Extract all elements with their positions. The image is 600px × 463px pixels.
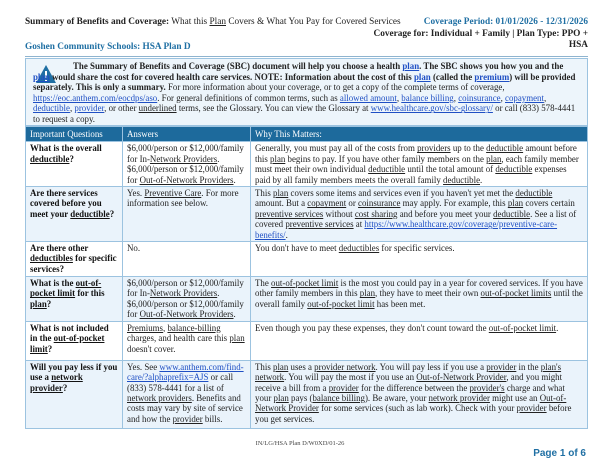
- text-segment: . Benefits and costs may vary by site of service and how the: [127, 392, 243, 424]
- text-segment: . The SBC shows you how you and the: [419, 61, 564, 71]
- why-cell: [251, 142, 588, 187]
- glossary-term: plan: [359, 288, 376, 299]
- glossary-term: providers: [417, 143, 451, 154]
- glossary-term: out-of-pocket limits: [480, 288, 552, 299]
- glossary-term: preventive services: [255, 208, 324, 219]
- coverage-period: Coverage Period: 01/01/2026 - 12/31/2026: [423, 17, 588, 27]
- text-segment: has been met.: [374, 298, 426, 309]
- glossary-term: plan: [507, 198, 524, 209]
- table-row: [26, 277, 588, 322]
- text-segment: pays (: [288, 392, 313, 403]
- col-header-questions: Important Questions: [26, 127, 123, 142]
- glossary-term: out-of-pocket limit: [30, 333, 105, 354]
- glossary-link[interactable]: balance billing: [401, 92, 454, 103]
- glossary-term: plan: [273, 188, 289, 199]
- text-segment: covers certain: [523, 198, 575, 209]
- answer-cell: [123, 321, 251, 360]
- question-cell: [26, 321, 123, 360]
- text-segment: for specific services.: [379, 243, 455, 254]
- text-segment: . For more information see below.: [127, 188, 239, 209]
- glossary-term: deductible: [368, 164, 406, 175]
- glossary-term: provider: [486, 361, 517, 372]
- text-segment: at: [353, 219, 365, 230]
- text-segment: What is not included in the: [30, 322, 109, 344]
- table-row: [26, 187, 588, 242]
- glossary-link[interactable]: provider: [74, 103, 105, 114]
- text-segment: expenses paid by all family members meets the overall family: [255, 164, 567, 185]
- table-row: [26, 321, 588, 360]
- glossary-term: deductible: [443, 174, 481, 185]
- glossary-term: balance-billing: [167, 322, 221, 333]
- glossary-link[interactable]: www.anthem.com/find-care/?alphaprefix=AJS: [127, 361, 244, 383]
- text-segment: . $6,000/person or $12,000/family for: [127, 153, 244, 185]
- glossary-link[interactable]: coinsurance: [458, 92, 501, 103]
- text-segment: ?: [47, 343, 53, 354]
- text-segment: or call (833) 578-4441 for a list of: [127, 372, 234, 393]
- why-cell: [251, 360, 588, 428]
- text-segment: and before you meet your: [397, 208, 494, 219]
- glossary-term: underlined: [138, 103, 177, 114]
- glossary-link[interactable]: plan: [33, 71, 50, 82]
- text-segment: ,: [453, 92, 459, 103]
- glossary-term: provider: [172, 413, 203, 424]
- glossary-term: plan: [270, 153, 286, 164]
- question-cell: [26, 187, 123, 242]
- text-segment: amount. But a: [255, 198, 308, 209]
- text-segment: Are there other: [30, 243, 89, 254]
- glossary-link[interactable]: plan: [402, 61, 420, 71]
- glossary-link[interactable]: plan: [413, 71, 431, 82]
- text-segment: Will you pay less if you use a: [30, 361, 118, 383]
- coverage-info: [374, 17, 589, 52]
- answer-cell: [123, 187, 251, 242]
- glossary-term: provider: [328, 382, 359, 393]
- text-segment: or: [346, 198, 359, 209]
- glossary-term: out-of-pocket limit: [307, 298, 375, 309]
- glossary-term: Premiums: [127, 322, 163, 333]
- text-segment: What is the overall: [30, 143, 102, 154]
- text-segment: ) will be provided separately. This is only a summary.: [33, 71, 576, 93]
- table-row: [26, 360, 588, 428]
- glossary-term: Out-of-Network Providers: [139, 309, 234, 320]
- glossary-term: deductible: [70, 208, 110, 219]
- text-segment: .: [556, 322, 559, 333]
- glossary-term: out-of-pocket limit: [30, 278, 102, 299]
- why-cell: [251, 242, 588, 277]
- text-segment: What this: [169, 17, 210, 27]
- text-segment: ,: [543, 92, 547, 103]
- text-segment: bills.: [202, 413, 223, 424]
- glossary-term: balance billing: [312, 392, 365, 403]
- question-cell: [26, 277, 123, 322]
- glossary-link[interactable]: allowed amount: [339, 92, 397, 103]
- coverage-for: Coverage for: Individual + Family | Plan Type: PPO +: [373, 28, 588, 39]
- glossary-term: provider's: [469, 382, 505, 393]
- glossary-link[interactable]: copayment: [505, 92, 544, 103]
- notice-text: [33, 61, 582, 125]
- text-segment: ?: [46, 298, 52, 309]
- text-segment: , and you might receive a bill from a: [255, 372, 563, 393]
- table-row: [26, 242, 588, 277]
- text-segment: ?: [62, 382, 68, 393]
- document-code: IN/LG/HSA Plan D/W0XD/01-26: [255, 440, 345, 447]
- why-cell: [251, 277, 588, 322]
- glossary-term: Out-of-Network Providers: [139, 174, 234, 185]
- text-segment: $6,000/person or $12,000/family for In-: [127, 278, 244, 299]
- col-header-answers: Answers: [123, 127, 251, 142]
- glossary-term: out-of-pocket limit: [488, 322, 557, 333]
- glossary-link[interactable]: https://eoc.anthem.com/eocdps/aso: [33, 92, 158, 103]
- glossary-term: deductible: [515, 188, 553, 199]
- text-segment: (called the: [430, 71, 475, 82]
- glossary-term: plan: [486, 153, 502, 164]
- glossary-term: Network Providers: [149, 153, 218, 164]
- text-segment: ,: [500, 92, 506, 103]
- text-segment: $6,000/person or $12,000/family for In-: [127, 143, 244, 164]
- text-segment: until the total amount of: [405, 164, 496, 175]
- glossary-term: plan: [273, 361, 289, 372]
- glossary-term: Network Providers: [149, 288, 218, 299]
- col-header-why: Why This Matters:: [251, 127, 588, 142]
- text-segment: You don't have to meet: [255, 243, 339, 254]
- header-divider: [25, 56, 588, 57]
- plan-type-cont: HSA: [568, 40, 588, 50]
- text-segment: , each family member must meet their own individual: [255, 153, 579, 175]
- answer-cell: [123, 242, 251, 277]
- text-segment: Covers & What You Pay for Covered Services: [226, 17, 401, 27]
- text-segment: before you get services.: [255, 403, 572, 424]
- text-segment: for the difference between the: [358, 382, 470, 393]
- coverage-table: [25, 126, 588, 429]
- glossary-term: Out-of-Network Provider: [416, 372, 507, 383]
- plan-name: Goshen Community Schools: HSA Plan D: [25, 42, 191, 52]
- text-segment: amount before this: [255, 143, 577, 164]
- glossary-term: plan: [30, 298, 47, 309]
- text-segment: Yes.: [127, 188, 145, 199]
- glossary-term: out-of-pocket limit: [271, 278, 339, 289]
- glossary-term: copayment: [307, 198, 347, 209]
- glossary-term: deductibles: [338, 243, 380, 254]
- text-segment: for this: [75, 288, 105, 299]
- text-segment: ?: [109, 208, 115, 219]
- glossary-term: coinsurance: [358, 198, 401, 209]
- glossary-link[interactable]: deductible: [33, 103, 70, 114]
- text-segment: until the overall family: [255, 288, 583, 309]
- glossary-term: Out-of-Network Provider: [255, 392, 567, 414]
- text-segment: without: [323, 208, 355, 219]
- glossary-link[interactable]: premium: [474, 71, 510, 82]
- text-segment: or call (833) 578-4441 to request a copy.: [33, 103, 576, 124]
- glossary-term: preventive services: [285, 219, 354, 230]
- text-segment: ). Be aware, your: [364, 392, 429, 403]
- text-segment: .: [233, 309, 236, 320]
- text-segment: ?: [69, 153, 74, 164]
- text-segment: . See a list of covered: [255, 208, 577, 230]
- text-segment: Generally, you must pay all of the costs from: [255, 143, 418, 154]
- page-number: Page 1 of 6: [533, 448, 586, 459]
- text-segment: in the: [516, 361, 541, 372]
- text-segment: ,: [69, 103, 75, 114]
- document-title: Summary of Benefits and Coverage: What this Plan Covers & What You Pay for Covered Services: [25, 17, 401, 27]
- glossary-term: deductibles: [30, 253, 73, 264]
- glossary-term: deductible: [495, 164, 533, 175]
- text-segment: Are there services covered before you meet your: [30, 188, 102, 219]
- text-segment: . You will pay less if you use a: [375, 361, 487, 372]
- answer-cell: [123, 360, 251, 428]
- text-segment: for specific services?: [30, 253, 117, 274]
- question-cell: [26, 142, 123, 187]
- glossary-term: plan: [229, 333, 245, 344]
- text-segment: .: [285, 229, 288, 240]
- text-segment: , or other: [104, 103, 139, 114]
- text-segment: doesn't cover.: [127, 343, 176, 354]
- text-segment: up to the: [450, 143, 487, 154]
- text-segment: Even though you pay these expenses, they don't count toward the: [255, 322, 489, 333]
- glossary-term: deductible: [486, 143, 524, 154]
- why-cell: [251, 321, 588, 360]
- answer-cell: [123, 277, 251, 322]
- glossary-term: plan: [273, 392, 289, 403]
- table-row: [26, 142, 588, 187]
- glossary-term: provider network: [314, 361, 376, 372]
- glossary-term: Plan: [209, 17, 226, 27]
- text-segment: , they have to meet their own: [375, 288, 481, 299]
- text-segment: ,: [396, 92, 402, 103]
- text-segment: . For general definitions of common terms, such as: [157, 92, 340, 103]
- text-segment: charges, and health care this: [127, 333, 230, 344]
- question-cell: [26, 242, 123, 277]
- text-segment: may apply. For example, this: [400, 198, 508, 209]
- glossary-term: Preventive Care: [144, 188, 202, 199]
- text-segment: Yes. See: [127, 361, 160, 372]
- text-segment: covers some items and services even if you haven't yet met the: [288, 188, 516, 199]
- text-segment: for some services (such as lab work). Check with your: [318, 403, 517, 414]
- text-segment: For more information about your coverage, or to get a copy of the complete terms of coverage,: [165, 82, 505, 93]
- text-segment: . $6,000/person or $12,000/family for: [127, 288, 244, 320]
- text-segment: uses a: [288, 361, 315, 372]
- why-cell: [251, 187, 588, 242]
- notice-box: [25, 58, 588, 126]
- glossary-link[interactable]: https://www.healthcare.gov/coverage/preventive-care-benefits/: [255, 219, 558, 240]
- text-segment: This: [255, 188, 273, 199]
- text-segment: would share the cost for covered health care services. NOTE: Information about the cost of this: [49, 71, 414, 82]
- text-segment: is the most you could pay in a year for covered services. If you have other family members in this: [255, 278, 583, 299]
- answer-cell: [123, 142, 251, 187]
- glossary-term: deductible: [493, 208, 531, 219]
- text-segment: ,: [163, 322, 168, 333]
- text-segment: .: [233, 174, 236, 185]
- text-segment: This: [255, 361, 273, 372]
- glossary-term: plan's network: [255, 361, 562, 383]
- text-segment: What is the: [30, 278, 76, 289]
- text-segment: might use an: [489, 392, 540, 403]
- text-segment: The Summary of Benefits and Coverage (SBC) document will help you choose a health: [73, 61, 403, 71]
- glossary-term: provider: [516, 403, 547, 414]
- text-segment: No.: [127, 243, 141, 254]
- text-segment: charge and what your: [255, 382, 565, 403]
- text-segment: begins to pay. If you have other family members on the: [285, 153, 487, 164]
- glossary-term: network provider: [30, 372, 83, 393]
- text-segment: . You will pay the most if you use an: [284, 372, 417, 383]
- glossary-term: network providers: [127, 392, 192, 403]
- glossary-term: deductible: [30, 153, 70, 164]
- glossary-term: network provider: [428, 392, 490, 403]
- text-segment: .: [480, 174, 483, 185]
- text-segment: The: [255, 278, 272, 289]
- glossary-term: cost sharing: [354, 208, 398, 219]
- glossary-link[interactable]: www.healthcare.gov/sbc-glossary/: [370, 103, 493, 114]
- text-segment: terms, see the Glossary. You can view the Glossary at: [176, 103, 371, 114]
- question-cell: [26, 360, 123, 428]
